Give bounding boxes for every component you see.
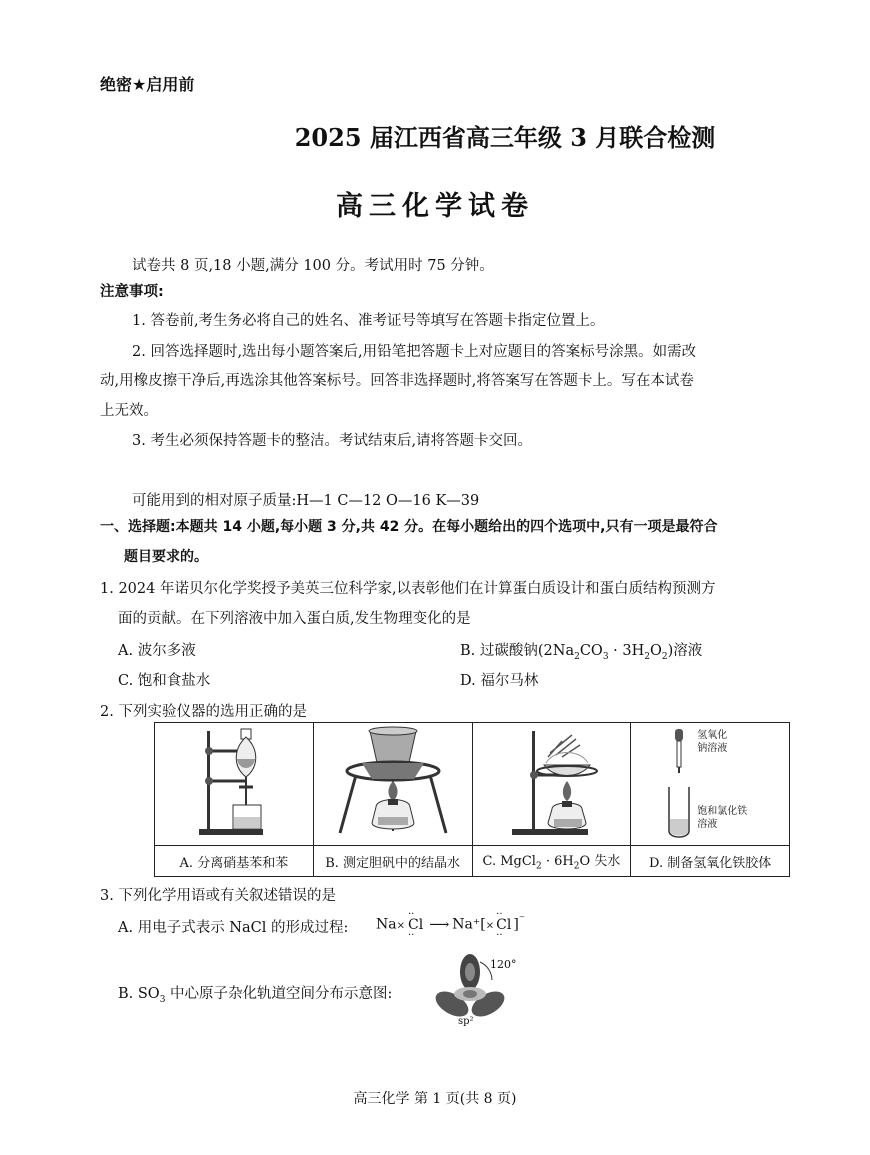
fecl3-label: 饱和氯化铁 溶液 xyxy=(697,806,748,830)
q1-option-a: A. 波尔多液 xyxy=(118,643,196,659)
caption-d: D. 制备氢氧化铁胶体 xyxy=(631,846,790,877)
separating-funnel-figure xyxy=(159,723,309,841)
apparatus-a-cell xyxy=(155,723,314,846)
apparatus-b-cell xyxy=(313,723,472,846)
confidential-mark: 绝密★启用前 xyxy=(100,75,195,94)
section-heading-line-2: 题目要求的。 xyxy=(124,549,208,565)
q3-option-a: A. 用电子式表示 NaCl 的形成过程: xyxy=(118,920,349,936)
q1-option-c: C. 饱和食盐水 xyxy=(118,673,211,689)
q2-stem: 2. 下列实验仪器的选用正确的是 xyxy=(100,704,307,720)
evaporating-dish-figure xyxy=(476,723,626,841)
section-heading-line-1: 一、选择题:本题共 14 小题,每小题 3 分,共 42 分。在每小题给出的四个选项中,只有一项是最符合 xyxy=(100,519,718,535)
exam-title: 2025 届江西省高三年级 3 月联合检测 xyxy=(294,123,716,152)
note-3: 3. 考生必须保持答题卡的整洁。考试结束后,请将答题卡交回。 xyxy=(132,433,533,449)
q3-option-b: B. $SO_3$ 中心原子杂化轨道空间分布示意图: xyxy=(118,986,393,1005)
page-footer: 高三化学 第 1 页(共 8 页) xyxy=(353,1091,517,1107)
caption-c: C. MgCl$_2$ · $6H_2O$ 失水 xyxy=(472,846,631,877)
q1-option-b: B. 过碳酸钠$(2Na_2CO_3 \cdot 3H_2O_2)$溶液 xyxy=(460,643,703,662)
angle-label: 120° xyxy=(490,958,517,971)
q3-stem: 3. 下列化学用语或有关叙述错误的是 xyxy=(100,888,336,904)
notes-title: 注意事项: xyxy=(100,284,164,300)
crucible-heating-figure xyxy=(318,723,468,841)
q1-stem-line-1: 1. 2024 年诺贝尔化学奖授予美英三位科学家,以表彰他们在计算蛋白质设计和蛋白质结构预测方 xyxy=(100,581,716,597)
exam-info: 试卷共 8 页,18 小题,满分 100 分。考试用时 75 分钟。 xyxy=(132,258,494,274)
note-2-line-1: 2. 回答选择题时,选出每小题答案后,用铅笔把答题卡上对应题目的答案标号涂黑。如需改 xyxy=(132,344,697,360)
apparatus-d-cell xyxy=(631,723,790,846)
subject-title: 高三化学试卷 xyxy=(336,191,534,222)
apparatus-c-cell xyxy=(472,723,631,846)
note-1: 1. 答卷前,考生务必将自己的姓名、准考证号等填写在答题卡指定位置上。 xyxy=(132,313,605,329)
q1-option-d: D. 福尔马林 xyxy=(460,673,539,689)
q1-stem-line-2: 面的贡献。在下列溶液中加入蛋白质,发生物理变化的是 xyxy=(118,611,471,627)
caption-a: A. 分离硝基苯和苯 xyxy=(155,846,314,877)
atomic-masses: 可能用到的相对原子质量:H—1 C—12 O—16 K—39 xyxy=(132,493,480,509)
apparatus-table xyxy=(154,722,790,877)
naoh-label: 氢氧化 钠溶液 xyxy=(697,730,728,754)
note-2-line-3: 上无效。 xyxy=(100,403,158,419)
caption-b: B. 测定胆矾中的结晶水 xyxy=(313,846,472,877)
sp2-label: sp² xyxy=(458,1016,474,1027)
note-2-line-2: 动,用橡皮擦干净后,再选涂其他答案标号。回答非选择题时,将答案写在答题卡上。写在本试卷 xyxy=(100,373,694,389)
nacl-electron-formula: Na× ·· Cl ·· ⟶ Na⁺[× ·· Cl ·· ]⁻ xyxy=(376,908,525,941)
